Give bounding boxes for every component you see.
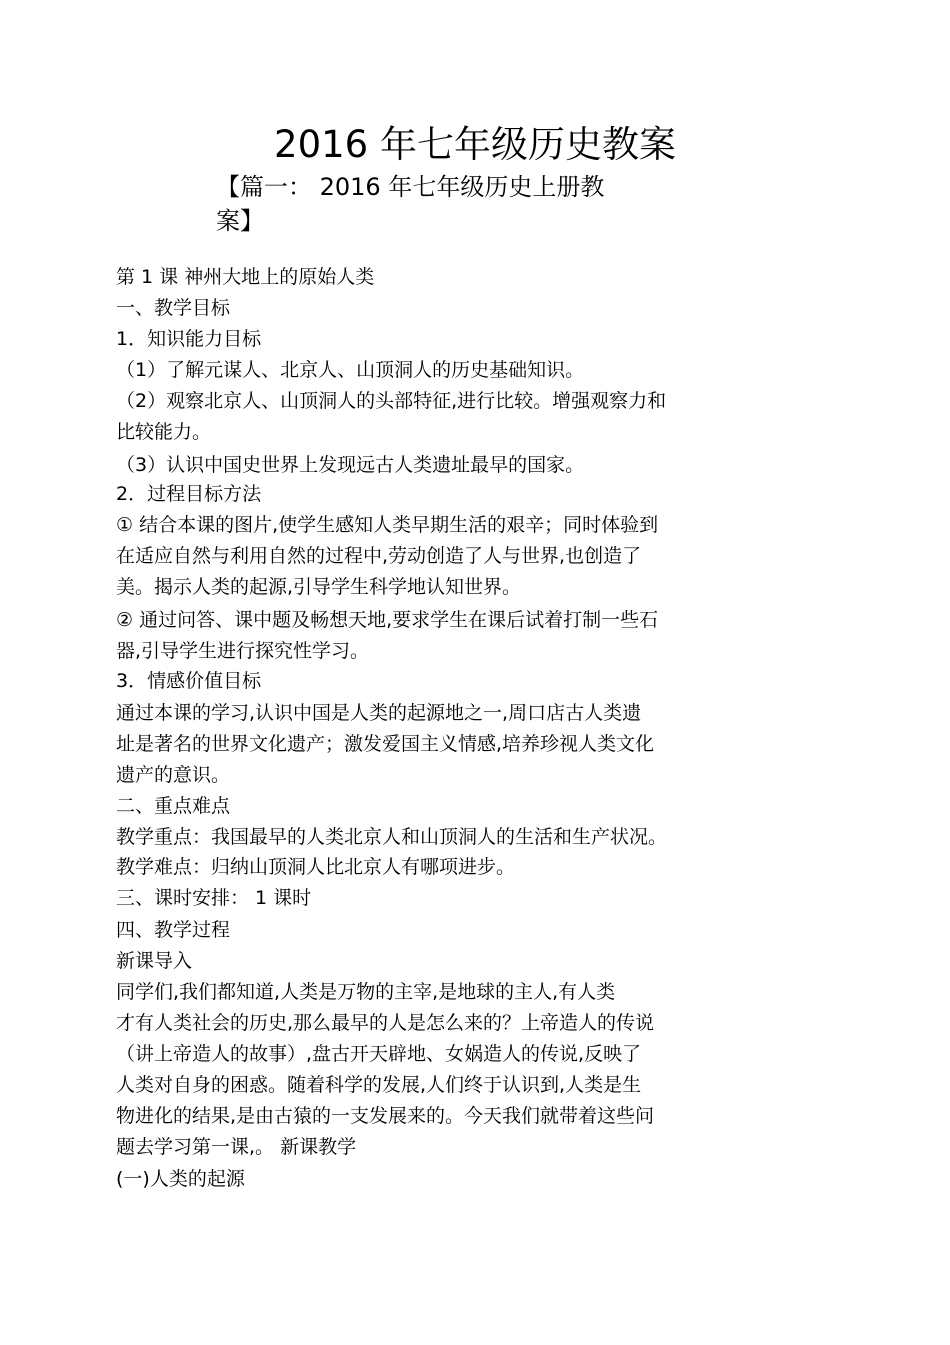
- body-line: ② 通过问答、课中题及畅想天地,要求学生在课后试着打制一些石: [116, 609, 659, 631]
- body-line: 器,引导学生进行探究性学习。: [116, 640, 370, 662]
- body-line: 教学重点：我国最早的人类北京人和山顶洞人的生活和生产状况。: [116, 826, 668, 848]
- body-line: 人类对自身的困惑。随着科学的发展,人们终于认识到,人类是生: [116, 1074, 642, 1096]
- body-line: 遗产的意识。: [116, 764, 231, 786]
- subtitle-line-1: 【篇一： 2016 年七年级历史上册教: [216, 173, 605, 201]
- section-heading: 三、课时安排： 1 课时: [116, 887, 312, 909]
- body-line: （2）观察北京人、山顶洞人的头部特征,进行比较。增强观察力和: [116, 390, 667, 412]
- section-heading: 四、教学过程: [116, 919, 231, 941]
- subsection-heading: 1．知识能力目标: [116, 328, 262, 350]
- body-line: （讲上帝造人的故事）,盘古开天辟地、女娲造人的传说,反映了: [116, 1043, 642, 1065]
- body-line: 题去学习第一课,。 新课教学: [116, 1136, 357, 1158]
- document-title: 2016 年七年级历史教案: [274, 123, 676, 166]
- subtitle-line-2: 案】: [216, 207, 264, 235]
- body-line: 物进化的结果,是由古猿的一支发展来的。今天我们就带着这些问: [116, 1105, 655, 1127]
- section-heading: 一、教学目标: [116, 297, 231, 319]
- subsection-heading: (一)人类的起源: [116, 1168, 245, 1190]
- body-line: 址是著名的世界文化遗产；激发爱国主义情感,培养珍视人类文化: [116, 733, 655, 755]
- subsection-heading: 2．过程目标方法: [116, 483, 262, 505]
- body-line: 才有人类社会的历史,那么最早的人是怎么来的？上帝造人的传说: [116, 1012, 655, 1034]
- lesson-heading: 第 1 课 神州大地上的原始人类: [116, 266, 375, 288]
- body-line: （3）认识中国史世界上发现远古人类遗址最早的国家。: [116, 454, 585, 476]
- body-line: （1）了解元谋人、北京人、山顶洞人的历史基础知识。: [116, 359, 585, 381]
- body-line: 美。揭示人类的起源,引导学生科学地认知世界。: [116, 576, 522, 598]
- subsection-heading: 3．情感价值目标: [116, 670, 262, 692]
- section-heading: 二、重点难点: [116, 795, 231, 817]
- document-subtitle: [216, 170, 676, 238]
- body-line: 通过本课的学习,认识中国是人类的起源地之一,周口店古人类遗: [116, 702, 642, 724]
- body-line: 教学难点：归纳山顶洞人比北京人有哪项进步。: [116, 856, 516, 878]
- subsection-heading: 新课导入: [116, 950, 193, 972]
- body-line: ① 结合本课的图片,使学生感知人类早期生活的艰辛；同时体验到: [116, 514, 659, 536]
- body-line: 在适应自然与利用自然的过程中,劳动创造了人与世界,也创造了: [116, 545, 642, 567]
- body-line: 同学们,我们都知道,人类是万物的主宰,是地球的主人,有人类: [116, 981, 616, 1003]
- body-line: 比较能力。: [116, 421, 212, 443]
